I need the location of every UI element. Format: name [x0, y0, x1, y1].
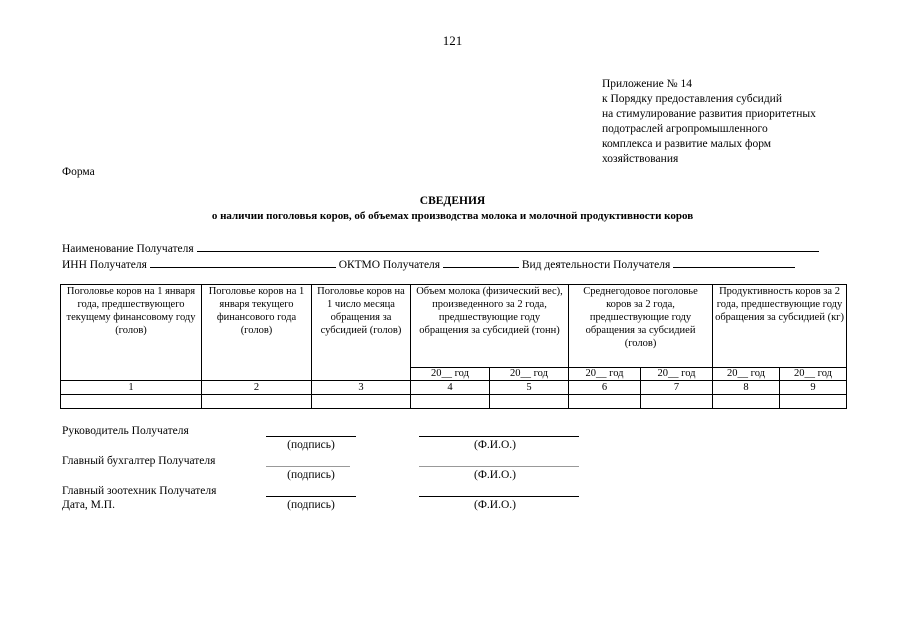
zootechnician-name-line[interactable]	[419, 496, 579, 497]
appendix-line: хозяйствования	[602, 153, 679, 165]
document-title: СВЕДЕНИЯ	[419, 195, 486, 207]
recipient-name-field[interactable]	[197, 240, 819, 252]
name-caption: (Ф.И.О.)	[474, 469, 516, 481]
inn-field[interactable]	[150, 256, 336, 268]
year-cell: 20__ год	[713, 368, 780, 381]
director-label: Руководитель Получателя	[62, 425, 189, 437]
data-table	[60, 284, 847, 409]
header-row	[61, 285, 847, 368]
recipient-name-label: Наименование Получателя	[62, 243, 194, 255]
column-number: 8	[713, 381, 780, 395]
signature-caption: (подпись)	[287, 439, 335, 451]
zootechnician-signature-line[interactable]	[266, 496, 356, 497]
header-cell: Среднегодовое поголовье коров за 2 года, предшествующие году обращения за субсидией (голов)	[569, 285, 713, 368]
accountant-label: Главный бухгалтер Получателя	[62, 455, 216, 467]
header-cell: Поголовье коров на 1 января года, предшествующего текущему финансовому году (голов)	[61, 285, 202, 381]
activity-field[interactable]	[673, 256, 795, 268]
appendix-line: подотраслей агропромышленного	[602, 123, 768, 135]
data-cell[interactable]	[641, 395, 713, 409]
data-cell[interactable]	[411, 395, 490, 409]
column-number: 3	[312, 381, 411, 395]
year-cell: 20__ год	[780, 368, 847, 381]
column-number: 2	[202, 381, 312, 395]
form-label: Форма	[62, 166, 95, 178]
accountant-name-line[interactable]	[419, 466, 579, 467]
document-subtitle: о наличии поголовья коров, об объемах производства молока и молочной продуктивности коров	[211, 210, 694, 222]
data-cell[interactable]	[780, 395, 847, 409]
header-cell: Поголовье коров на 1 января текущего финансового года (голов)	[202, 285, 312, 381]
data-cell[interactable]	[202, 395, 312, 409]
column-number: 9	[780, 381, 847, 395]
header-cell: Объем молока (физический вес), произведенного за 2 года, предшествующие году обращения за субсидией (тонн)	[411, 285, 569, 368]
year-cell: 20__ год	[569, 368, 641, 381]
appendix-line: комплекса и развитие малых форм	[602, 138, 772, 150]
data-cell[interactable]	[312, 395, 411, 409]
year-cell: 20__ год	[490, 368, 569, 381]
zootechnician-label: Главный зоотехник Получателя	[62, 485, 217, 497]
recipient-name-row	[62, 240, 819, 255]
activity-label: Вид деятельности Получателя	[521, 259, 671, 271]
director-name-line[interactable]	[419, 436, 579, 437]
date-label: Дата, М.П.	[62, 499, 115, 511]
data-entry-row	[61, 395, 847, 409]
data-cell[interactable]	[61, 395, 202, 409]
page-number: 121	[442, 33, 463, 48]
director-signature-line[interactable]	[266, 436, 356, 437]
appendix-block	[602, 77, 816, 167]
appendix-line: Приложение № 14	[602, 78, 692, 90]
appendix-line: к Порядку предоставления субсидий	[602, 93, 782, 105]
name-caption: (Ф.И.О.)	[474, 439, 516, 451]
inn-label: ИНН Получателя	[62, 259, 147, 271]
signature-caption: (подпись)	[287, 469, 335, 481]
column-number: 6	[569, 381, 641, 395]
column-number: 4	[411, 381, 490, 395]
column-number: 7	[641, 381, 713, 395]
ids-row	[62, 256, 795, 271]
data-cell[interactable]	[569, 395, 641, 409]
column-number: 1	[61, 381, 202, 395]
oktmo-label: ОКТМО Получателя	[338, 259, 441, 271]
year-cell: 20__ год	[641, 368, 713, 381]
header-cell: Продуктивность коров за 2 года, предшествующие году обращения за субсидией (кг)	[713, 285, 847, 368]
signature-caption: (подпись)	[287, 499, 335, 511]
column-number: 5	[490, 381, 569, 395]
name-caption: (Ф.И.О.)	[474, 499, 516, 511]
data-cell[interactable]	[490, 395, 569, 409]
appendix-line: на стимулирование развития приоритетных	[602, 108, 816, 120]
accountant-signature-line[interactable]	[266, 466, 350, 467]
oktmo-field[interactable]	[443, 256, 519, 268]
header-cell: Поголовье коров на 1 число месяца обращения за субсидией (голов)	[312, 285, 411, 381]
year-cell: 20__ год	[411, 368, 490, 381]
data-cell[interactable]	[713, 395, 780, 409]
column-number-row	[61, 381, 847, 395]
